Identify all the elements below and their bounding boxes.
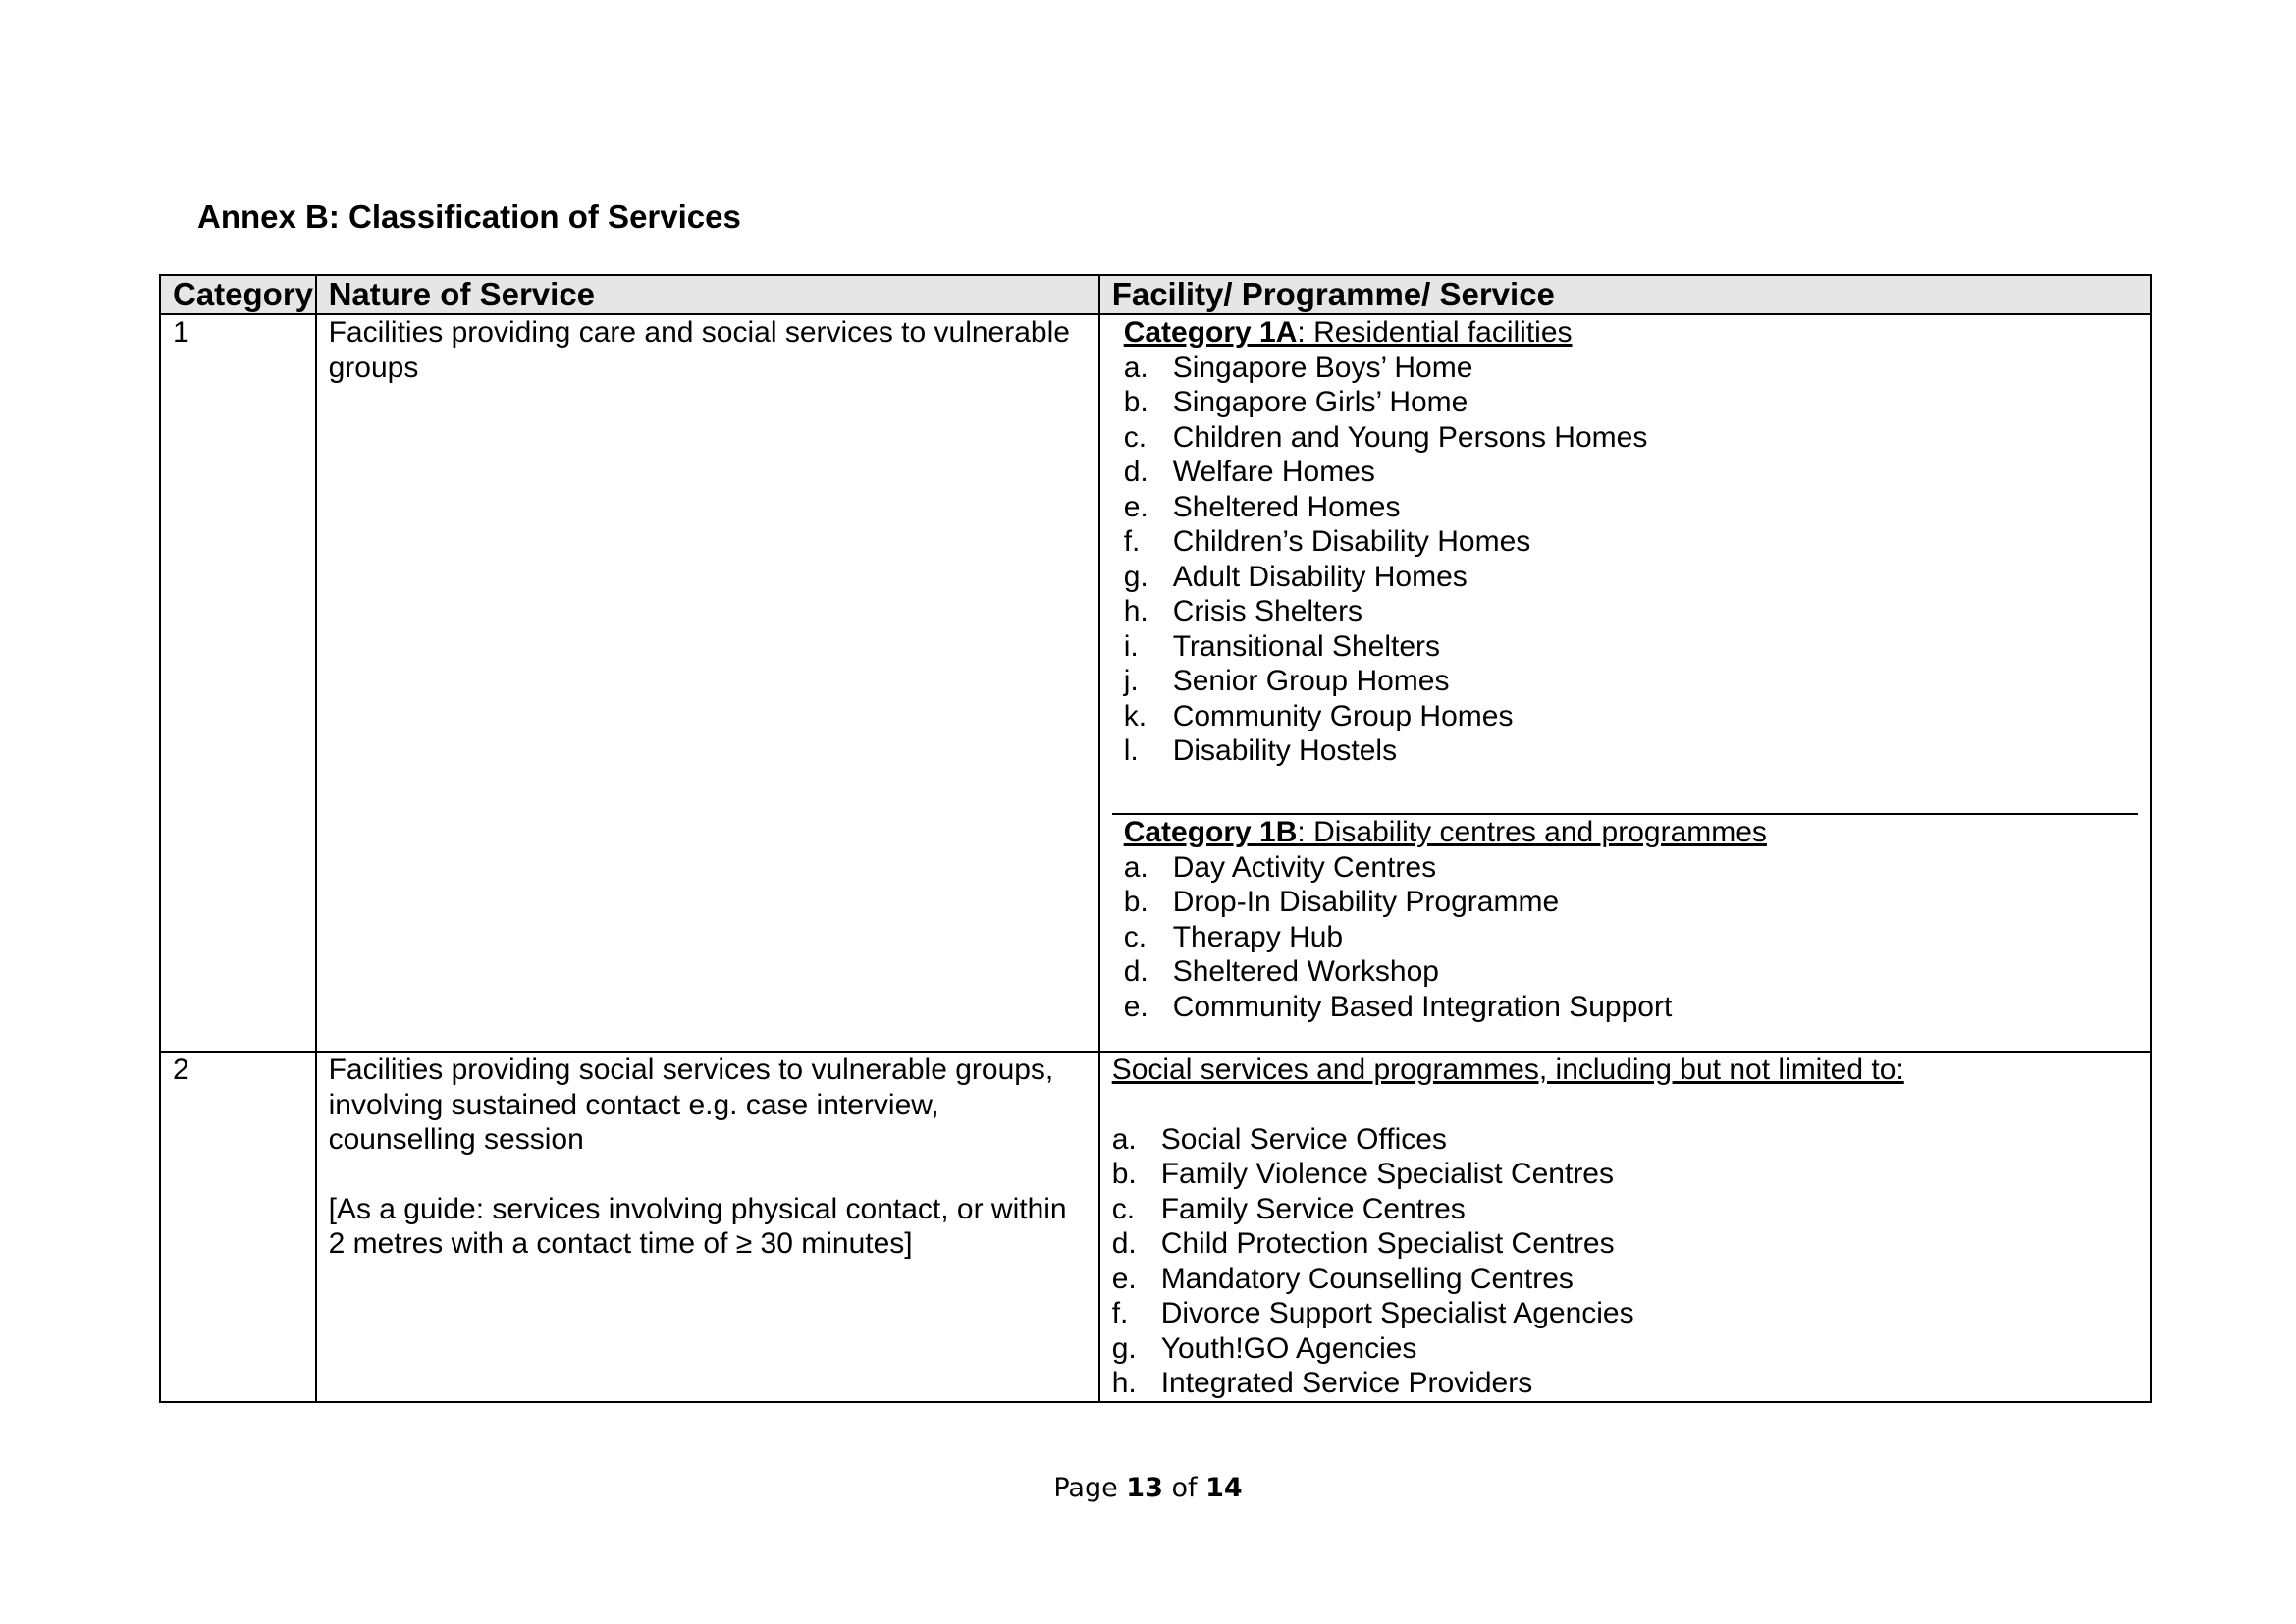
- category-cell: 2: [160, 1052, 316, 1402]
- list-item-text: Children’s Disability Homes: [1172, 525, 1531, 558]
- list-item-text: Family Violence Specialist Centres: [1160, 1158, 1614, 1190]
- list-item-marker: d.: [1111, 1227, 1137, 1260]
- category-1a-block: [1112, 315, 2138, 815]
- list-item-marker: d.: [1123, 456, 1148, 488]
- category-1a-heading: [1124, 315, 2126, 351]
- list-item-text: Sheltered Homes: [1172, 490, 1401, 523]
- category-2-list: [1112, 1122, 2138, 1401]
- nature-guide-note: [As a guide: services involving physical contact, or within 2 metres with a contact time of ≥ 30 minutes]: [328, 1192, 1067, 1260]
- list-item: [1124, 920, 2126, 955]
- list-item-marker: h.: [1123, 595, 1148, 627]
- services-table: [159, 274, 2152, 1403]
- list-item-text: Adult Disability Homes: [1172, 560, 1468, 593]
- category-1b-block: [1112, 815, 2138, 1051]
- list-item: [1124, 524, 2126, 560]
- category-1a-heading-text: : Residential facilities: [1297, 316, 1573, 349]
- list-item: [1124, 594, 2126, 629]
- list-item: [1124, 885, 2126, 920]
- list-item-text: Transitional Shelters: [1172, 629, 1441, 663]
- list-item-text: Mandatory Counselling Centres: [1160, 1262, 1574, 1295]
- facility-cell: [1099, 1052, 2151, 1402]
- list-item: [1112, 1157, 2138, 1192]
- list-item-marker: e.: [1123, 490, 1148, 523]
- table-header-row: [160, 275, 2151, 314]
- list-item-marker: j.: [1123, 665, 1139, 697]
- list-item-marker: f.: [1123, 525, 1141, 558]
- list-item-text: Community Based Integration Support: [1172, 990, 1673, 1023]
- list-item-text: Disability Hostels: [1172, 734, 1398, 767]
- list-item-text: Senior Group Homes: [1172, 665, 1450, 697]
- list-item-marker: l.: [1123, 734, 1139, 767]
- nature-description: Facilities providing social services to vulnerable groups, involving sustained contact e.g. case interview, counselling session: [328, 1054, 1054, 1156]
- list-item: [1124, 351, 2126, 386]
- facility-cell: [1099, 314, 2151, 1052]
- category-1b-heading-label: Category 1B: [1123, 816, 1298, 848]
- list-item-text: Welfare Homes: [1172, 456, 1375, 488]
- list-item: [1112, 1296, 2138, 1331]
- list-item-text: Youth!GO Agencies: [1160, 1331, 1417, 1365]
- list-item-text: Child Protection Specialist Centres: [1160, 1227, 1615, 1260]
- page-footer-middle: of: [1162, 1473, 1206, 1503]
- list-item-marker: a.: [1111, 1122, 1137, 1156]
- list-item-text: Family Service Centres: [1160, 1192, 1466, 1225]
- list-item-marker: e.: [1111, 1262, 1137, 1295]
- list-item: [1124, 850, 2126, 886]
- list-item-marker: b.: [1123, 886, 1148, 918]
- list-item-text: Singapore Girls’ Home: [1172, 386, 1468, 418]
- list-item: [1124, 490, 2126, 525]
- list-item: [1124, 699, 2126, 734]
- list-item-marker: k.: [1123, 699, 1148, 732]
- nature-cell: [316, 314, 1099, 1052]
- list-item-text: Therapy Hub: [1172, 920, 1344, 953]
- list-item: [1124, 629, 2126, 665]
- list-item: [1112, 1366, 2138, 1401]
- list-item-text: Divorce Support Specialist Agencies: [1160, 1297, 1634, 1329]
- list-item-text: Drop-In Disability Programme: [1172, 886, 1560, 918]
- category-cell: 1: [160, 314, 316, 1052]
- header-nature-of-service: Nature of Service: [316, 275, 1099, 314]
- category-2-heading: Social services and programmes, including but not limited to:: [1111, 1054, 1904, 1086]
- category-1b-heading-text: : Disability centres and programmes: [1297, 816, 1767, 848]
- list-item-text: Crisis Shelters: [1172, 595, 1363, 627]
- category-1a-heading-label: Category 1A: [1123, 316, 1298, 349]
- list-item: [1124, 455, 2126, 490]
- list-item: [1124, 990, 2126, 1025]
- list-item-marker: a.: [1123, 351, 1148, 384]
- list-item: [1112, 1122, 2138, 1158]
- total-page-number: 14: [1205, 1473, 1243, 1503]
- list-item: [1124, 385, 2126, 420]
- list-item-text: Day Activity Centres: [1172, 850, 1437, 884]
- list-item-marker: b.: [1123, 386, 1148, 418]
- list-item-text: Social Service Offices: [1160, 1122, 1447, 1156]
- list-item-marker: g.: [1123, 560, 1148, 593]
- list-item: [1112, 1192, 2138, 1227]
- list-item-marker: b.: [1111, 1158, 1137, 1190]
- list-item: [1112, 1226, 2138, 1262]
- page-title: Annex B: Classification of Services: [197, 198, 741, 235]
- page-footer: [0, 1473, 2296, 1504]
- header-facility-programme-service: Facility/ Programme/ Service: [1099, 275, 2151, 314]
- list-item-marker: e.: [1123, 990, 1148, 1023]
- current-page-number: 13: [1126, 1473, 1163, 1503]
- category-1b-list: [1124, 850, 2126, 1025]
- list-item: [1124, 420, 2126, 456]
- list-item-marker: c.: [1123, 420, 1148, 454]
- list-item: [1112, 1331, 2138, 1367]
- list-item-marker: d.: [1123, 955, 1148, 988]
- table-row-category-1: [160, 314, 2151, 1052]
- list-item: [1124, 560, 2126, 595]
- list-item-text: Children and Young Persons Homes: [1172, 420, 1648, 454]
- list-item: [1124, 954, 2126, 990]
- list-item-text: Sheltered Workshop: [1172, 955, 1439, 988]
- category-1b-heading: [1124, 815, 2126, 850]
- list-item-marker: c.: [1123, 920, 1148, 953]
- header-category: Category: [160, 275, 316, 314]
- list-item-text: Singapore Boys’ Home: [1172, 351, 1473, 384]
- nature-description: Facilities providing care and social services to vulnerable groups: [328, 316, 1070, 384]
- list-item: [1124, 733, 2126, 769]
- list-item-marker: f.: [1111, 1297, 1129, 1329]
- category-1a-list: [1124, 351, 2126, 769]
- list-item-marker: g.: [1111, 1331, 1137, 1365]
- table-row-category-2: [160, 1052, 2151, 1402]
- page-footer-prefix: Page: [1053, 1473, 1127, 1503]
- list-item-marker: a.: [1123, 850, 1148, 884]
- nature-cell: [316, 1052, 1099, 1402]
- list-item-text: Integrated Service Providers: [1160, 1367, 1533, 1399]
- list-item: [1112, 1262, 2138, 1297]
- list-item-text: Community Group Homes: [1172, 699, 1514, 732]
- list-item-marker: h.: [1111, 1367, 1137, 1399]
- list-item-marker: c.: [1111, 1192, 1136, 1225]
- list-item: [1124, 664, 2126, 699]
- list-item-marker: i.: [1123, 629, 1139, 663]
